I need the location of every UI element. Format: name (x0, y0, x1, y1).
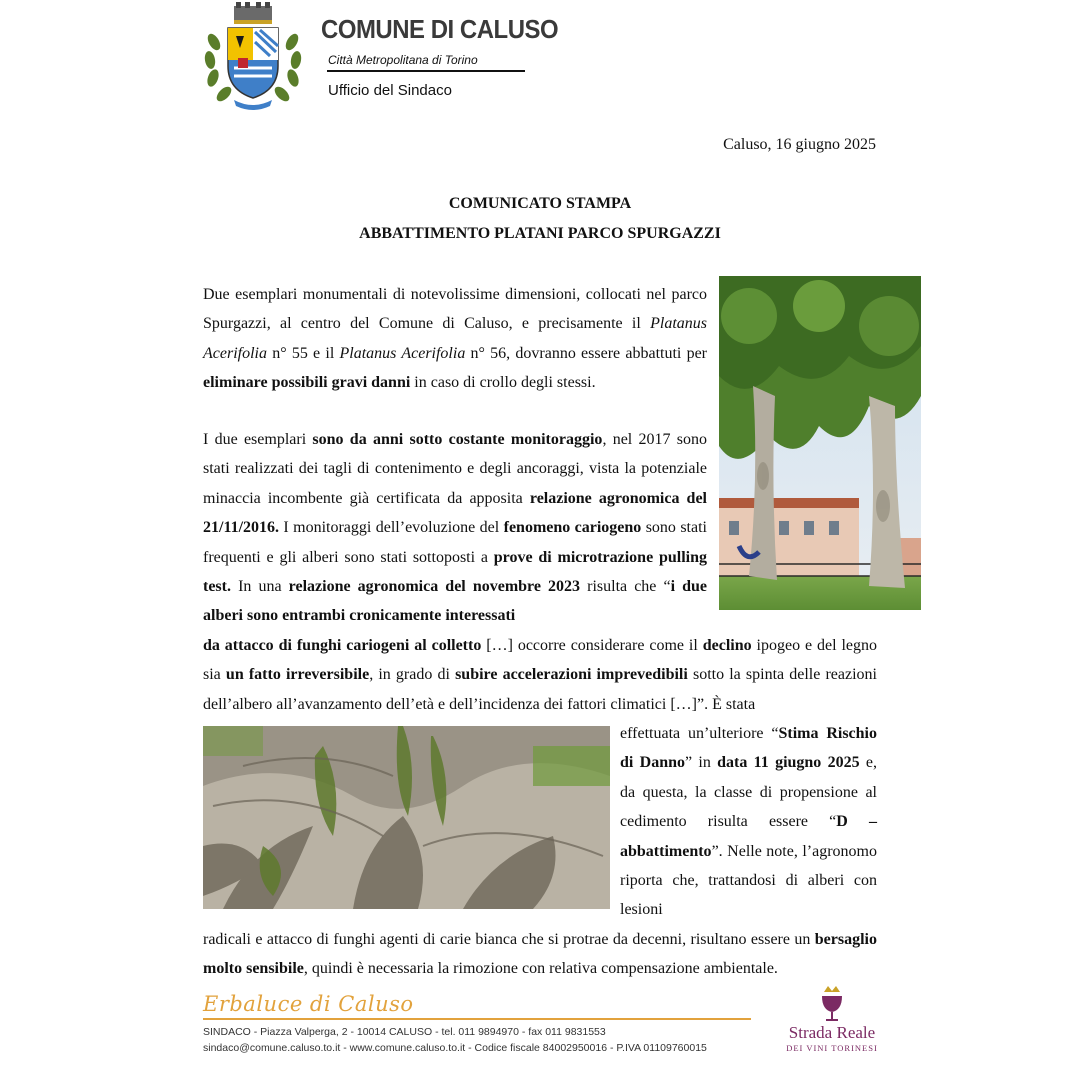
footer-contacts: sindaco@comune.caluso.to.it - www.comune.caluso.to.it - Codice fiscale 84002950016 - P.IVA 01109760015 (203, 1042, 707, 1054)
paragraph-intro: Due esemplari monumentali di notevolissime dimensioni, collocati nel parco Spurgazzi, al centro del Comune di Caluso, e precisamente il Platanus Acerifolia n° 55 e il Platanus Acerifolia n° 56, dovranno essere abbattuti per eliminare possibili gravi danni in caso di crollo degli stessi. (203, 286, 708, 392)
erbaluce-logo: Erbaluce di Caluso (203, 992, 414, 1016)
press-release-subtitle: ABBATTIMENTO PLATANI PARCO SPURGAZZI (359, 225, 721, 242)
strada-reale-title: Strada Reale (788, 1023, 876, 1042)
paragraph-risk-estimate: effettuata un’ulteriore “Stima Rischio di Danno” in data 11 giugno 2025 e, da questa, la classe di propensione al cedimento risulta essere “D – abbattimento”. Nelle note, l’agronomo riporta che, trattandosi di alberi con lesioni (620, 725, 878, 919)
paragraph-report-quote: da attacco di funghi cariogeni al colletto […] occorre considerare come il declino ipogeo e del legno sia un fatto irreversibile, in grado di subire accelerazioni imprevedibili sotto la spinta delle reazioni dell’albero all’avanzamento dell’età e dell’incidenza dei fattori climatici […]”. È stata (203, 637, 878, 713)
plane-trees-photo (719, 276, 921, 610)
header-divider (327, 70, 525, 72)
tree-roots-photo (203, 726, 610, 909)
footer-divider (203, 1018, 751, 1020)
press-release-title: COMUNICATO STAMPA (448, 195, 632, 212)
footer-address: SINDACO - Piazza Valperga, 2 - 10014 CALUSO - tel. 011 9894970 - fax 011 9831553 (203, 1026, 606, 1038)
date-line: Caluso, 16 giugno 2025 (723, 136, 876, 153)
strada-reale-subtitle: DEI VINI TORINESI (786, 1043, 878, 1053)
office-label: Ufficio del Sindaco (328, 82, 452, 99)
metropolitan-city-label: Città Metropolitana di Torino (328, 53, 478, 67)
coat-of-arms-icon (200, 2, 306, 112)
paragraph-conclusion: radicali e attacco di funghi agenti di carie bianca che si protrae da decenni, risultano essere un bersaglio molto sensibile, quindi è necessaria la rimozione con relativa compensazione ambientale. (203, 931, 877, 978)
municipality-title: COMUNE DI CALUSO (321, 14, 559, 44)
paragraph-monitoring: I due esemplari sono da anni sotto costante monitoraggio, nel 2017 sono stati realizzati dei tagli di contenimento e degli ancoraggi, vista la potenziale minaccia incombente già certificata da apposita relazione agronomica del 21/11/2016. I monitoraggi dell’evoluzione del fenomeno cariogeno sono stati frequenti e gli alberi sono stati sottoposti a prove di microtrazione pulling test. In una relazione agronomica del novembre 2023 risulta che “i due alberi sono entrambi cronicamente interessati (203, 431, 708, 625)
